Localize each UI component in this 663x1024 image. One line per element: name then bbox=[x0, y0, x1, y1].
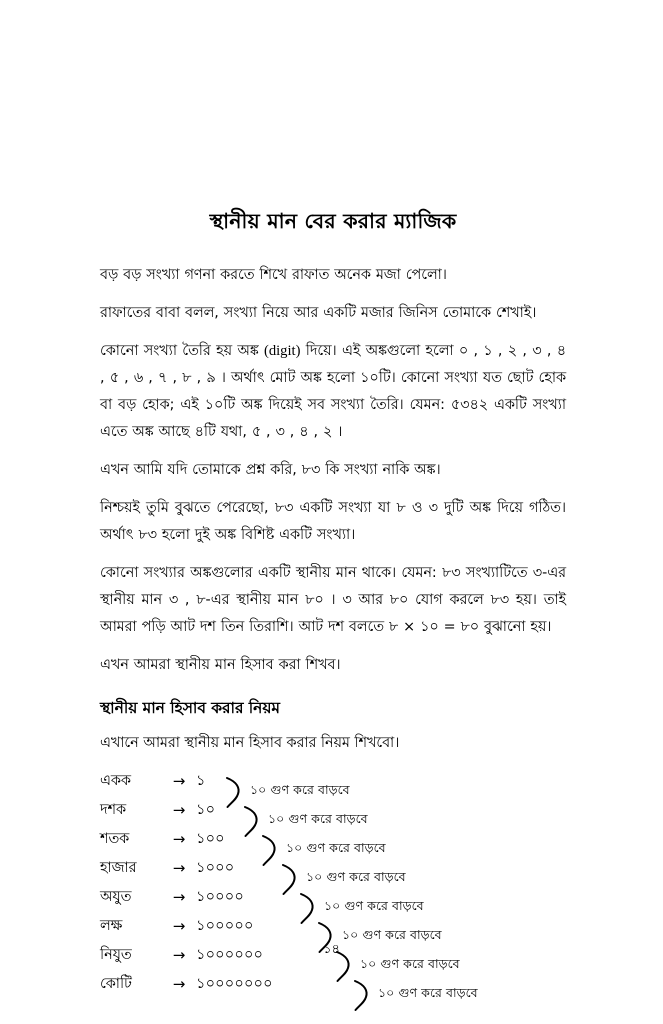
place-value-row bbox=[100, 796, 215, 825]
place-value-number: ১০০০০০০০ bbox=[196, 975, 273, 992]
place-value-diagram bbox=[100, 767, 566, 1005]
paragraph-4: এখন আমি যদি তোমাকে প্রশ্ন করি, ৮৩ কি সংখ্যা নাকি অঙ্ক। bbox=[100, 461, 441, 478]
place-value-step-note: ১০ গুণ করে বাড়বে bbox=[324, 898, 424, 914]
place-value-number: ১০০০ bbox=[196, 859, 235, 876]
right-arrow-icon: → bbox=[172, 917, 186, 936]
place-value-step-note: ১০ গুণ করে বাড়বে bbox=[378, 985, 478, 1001]
place-value-name: শতক bbox=[100, 830, 130, 847]
right-arrow-icon: → bbox=[172, 801, 186, 820]
paragraph-3 bbox=[100, 338, 566, 446]
right-arrow-icon: → bbox=[172, 859, 186, 878]
place-value-step-note: ১০ গুণ করে বাড়বে bbox=[250, 782, 350, 798]
page-number: ১৪ bbox=[323, 942, 340, 957]
times-ten-brace-icon bbox=[298, 892, 320, 926]
page-content bbox=[100, 208, 566, 1005]
paragraph-1: বড় বড় সংখ্যা গণনা করতে শিখে রাফাত অনেক মজা পেলো। bbox=[100, 266, 447, 283]
place-value-name: একক bbox=[100, 772, 131, 789]
place-value-step-note: ১০ গুণ করে বাড়বে bbox=[306, 869, 406, 885]
right-arrow-icon: → bbox=[172, 772, 186, 791]
place-value-step-note: ১০ গুণ করে বাড়বে bbox=[360, 956, 460, 972]
right-arrow-icon: → bbox=[172, 830, 186, 849]
place-value-name: দশক bbox=[100, 801, 126, 818]
paragraph-7: এখন আমরা স্থানীয় মান হিসাব করা শিখব। bbox=[100, 656, 341, 673]
section-heading-place-value-rule: স্থানীয় মান হিসাব করার নিয়ম bbox=[100, 698, 280, 717]
place-value-row bbox=[100, 767, 206, 796]
paragraph-3-part-b: দিয়ে। এই অঙ্কগুলো হলো ০ , ১ , ২ , ৩ , ৪ , ৫ , ৬ , ৭ , ৮ , ৯ । অর্থাৎ মোট অঙ্ক হলো ১০টি। কোনো সংখ্যা যত ছোট হোক বা বড় হোক; এই ১০টি অঙ্ক দিয়েই সব সংখ্যা তৈরি। যেমন: ৫৩৪২ একটি সংখ্যা এতে অঙ্ক আছে ৪টি যথা, ৫ , ৩ , ৪ , ২ । bbox=[100, 342, 566, 440]
times-ten-brace-icon bbox=[224, 776, 246, 810]
times-ten-brace-icon bbox=[280, 863, 302, 897]
place-value-row bbox=[100, 883, 244, 912]
place-value-name: নিযুত bbox=[100, 946, 132, 963]
times-ten-brace-icon bbox=[242, 805, 264, 839]
right-arrow-icon: → bbox=[172, 888, 186, 907]
page-title: স্থানীয় মান বের করার ম্যাজিক bbox=[209, 209, 457, 233]
digit-term-latin: (digit) bbox=[263, 342, 301, 359]
right-arrow-icon: → bbox=[172, 946, 186, 965]
paragraph-5: নিশ্চয়ই তুমি বুঝতে পেরেছো, ৮৩ একটি সংখ্যা যা ৮ ও ৩ দুটি অঙ্ক দিয়ে গঠিত। অর্থাৎ ৮৩ হলো দুই অঙ্ক বিশিষ্ট একটি সংখ্যা। bbox=[100, 499, 566, 543]
place-value-name: হাজার bbox=[100, 859, 137, 876]
place-value-number: ১০০০০০ bbox=[196, 917, 254, 934]
paragraph-2: রাফাতের বাবা বলল, সংখ্যা নিয়ে আর একটি মজার জিনিস তোমাকে শেখাই। bbox=[100, 304, 537, 321]
place-value-number: ১০০ bbox=[196, 830, 225, 847]
place-value-number: ১০০০০ bbox=[196, 888, 244, 905]
place-value-name: কোটি bbox=[100, 975, 132, 992]
place-value-row bbox=[100, 970, 273, 999]
place-value-name: অযুত bbox=[100, 888, 132, 905]
times-ten-brace-icon bbox=[260, 834, 282, 868]
place-value-name: লক্ষ bbox=[100, 917, 123, 934]
place-value-row bbox=[100, 854, 234, 883]
section-lead-text: এখানে আমরা স্থানীয় মান হিসাব করার নিয়ম শিখবো। bbox=[100, 735, 400, 752]
place-value-row bbox=[100, 825, 225, 854]
place-value-number: ১০ bbox=[196, 801, 216, 818]
place-value-step-note: ১০ গুণ করে বাড়বে bbox=[342, 927, 442, 943]
place-value-row bbox=[100, 912, 254, 941]
paragraph-6: কোনো সংখ্যার অঙ্কগুলোর একটি স্থানীয় মান থাকে। যেমন: ৮৩ সংখ্যাটিতে ৩-এর স্থানীয় মান ৩ , ৮-এর স্থানীয় মান ৮০ । ৩ আর ৮০ যোগ করলে ৮৩ হয়। তাই আমরা পড়ি আট দশ তিন তিরাশি। আট দশ বলতে ৮ × ১০ = ৮০ বুঝানো হয়। bbox=[100, 564, 566, 635]
place-value-number: ১০০০০০০ bbox=[196, 946, 264, 963]
place-value-step-note: ১০ গুণ করে বাড়বে bbox=[268, 811, 368, 827]
times-ten-brace-icon bbox=[352, 979, 374, 1013]
right-arrow-icon: → bbox=[172, 975, 186, 994]
place-value-number: ১ bbox=[196, 772, 206, 789]
place-value-step-note: ১০ গুণ করে বাড়বে bbox=[286, 840, 386, 856]
paragraph-3-part-a: কোনো সংখ্যা তৈরি হয় অঙ্ক bbox=[100, 342, 264, 359]
